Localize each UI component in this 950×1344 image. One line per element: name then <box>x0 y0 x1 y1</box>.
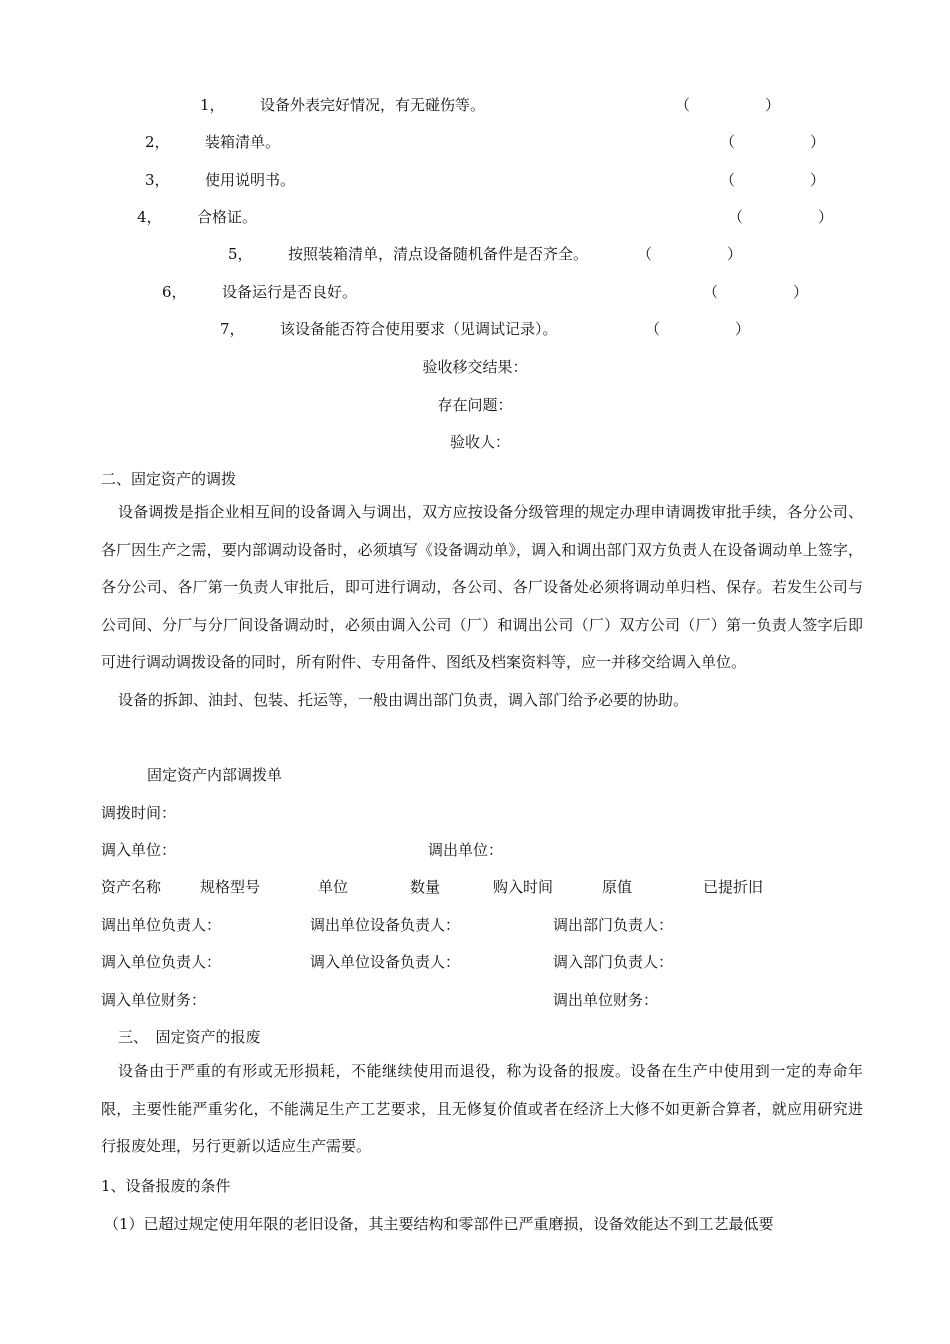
checklist-bracket: （ ） <box>637 245 743 263</box>
form-out-head-label: 调出单位负责人： <box>101 916 222 934</box>
checklist-text: 合格证。 <box>197 208 258 226</box>
subheading-scrap-conditions: 1、设备报废的条件 <box>101 1177 231 1195</box>
checklist-bracket: （ ） <box>728 208 834 226</box>
section-heading-transfer: 二、固定资产的调拨 <box>101 470 237 488</box>
transfer-paragraphs <box>101 494 863 719</box>
checklist-number: 5， <box>228 245 253 263</box>
transfer-paragraph-1: 设备调拨是指企业相互间的设备调入与调出，双方应按设备分级管理的规定办理申请调拨审批手续，各分公司、各厂因生产之需，要内部调动设备时，必须填写《设备调动单》，调入和调出部门双方负责人在设备调动单上签字，各分公司、各厂第一负责人审批后，即可进行调动，各公司、各厂设备处必须将调动单归档、保存。若发生公司与公司间、分厂与分厂间设备调动时，必须由调入公司（厂）和调出公司（厂）双方公司（厂）第一负责人签字后即可进行调动调拨设备的同时，所有附件、专用备件、图纸及档案资料等，应一并移交给调入单位。 <box>101 503 863 671</box>
checklist-bracket: （ ） <box>720 133 826 151</box>
form-out-dept-head-label: 调出部门负责人： <box>553 916 674 934</box>
acceptance-result: 验收移交结果： <box>422 358 528 376</box>
scrap-paragraph-1: 设备由于严重的有形或无形损耗，不能继续使用而退役，称为设备的报废。设备在生产中使用到一定的寿命年限，主要性能严重劣化，不能满足生产工艺要求，且无修复价值或者在经济上大修不如更新合算者，就应用研究进行报废处理，另行更新以适应生产需要。 <box>101 1062 863 1155</box>
checklist-text: 设备运行是否良好。 <box>222 283 358 301</box>
form-out-finance-label: 调出单位财务： <box>553 991 659 1009</box>
section-heading-scrap: 三、 固定资产的报废 <box>118 1028 261 1046</box>
column-header: 已提折旧 <box>703 878 764 896</box>
acceptance-inspector: 验收人： <box>449 433 510 451</box>
checklist-text: 设备外表完好情况，有无碰伤等。 <box>260 96 486 114</box>
checklist-bracket: （ ） <box>703 283 809 301</box>
form-in-unit-label: 调入单位： <box>101 841 177 859</box>
transfer-paragraph-2: 设备的拆卸、油封、包装、托运等，一般由调出部门负责，调入部门给予必要的协助。 <box>118 690 689 709</box>
checklist-text: 该设备能否符合使用要求（见调试记录）。 <box>280 320 558 338</box>
checklist-number: 6， <box>162 283 187 301</box>
checklist-number: 7， <box>220 320 245 338</box>
form-in-equip-head-label: 调入单位设备负责人： <box>310 953 461 971</box>
checklist-text: 按照装箱清单，清点设备随机备件是否齐全。 <box>288 245 589 263</box>
form-out-unit-label: 调出单位： <box>428 841 504 859</box>
form-time-label: 调拨时间： <box>101 804 177 822</box>
checklist-number: 3， <box>145 171 170 189</box>
form-title: 固定资产内部调拨单 <box>147 766 283 784</box>
scrap-condition-1: （1）已超过规定使用年限的老旧设备，其主要结构和零部件已严重磨损，设备效能达不到工艺最低要 <box>104 1215 774 1233</box>
column-header: 数量 <box>410 878 441 896</box>
form-out-equip-head-label: 调出单位设备负责人： <box>310 916 461 934</box>
column-header: 购入时间 <box>493 878 554 896</box>
form-in-dept-head-label: 调入部门负责人： <box>553 953 674 971</box>
checklist-bracket: （ ） <box>720 171 826 189</box>
checklist-bracket: （ ） <box>675 96 781 114</box>
scrap-paragraphs <box>101 1053 863 1166</box>
column-header: 规格型号 <box>200 878 261 896</box>
checklist-number: 2， <box>145 133 170 151</box>
acceptance-issues: 存在问题： <box>437 396 513 414</box>
checklist-text: 装箱清单。 <box>205 133 281 151</box>
column-header: 单位 <box>318 878 349 896</box>
form-in-finance-label: 调入单位财务： <box>101 991 207 1009</box>
checklist-bracket: （ ） <box>645 320 751 338</box>
column-header: 原值 <box>602 878 633 896</box>
checklist-text: 使用说明书。 <box>205 171 296 189</box>
column-header: 资产名称 <box>101 878 162 896</box>
form-in-head-label: 调入单位负责人： <box>101 953 222 971</box>
checklist-number: 1， <box>200 96 225 114</box>
checklist-number: 4， <box>137 208 162 226</box>
